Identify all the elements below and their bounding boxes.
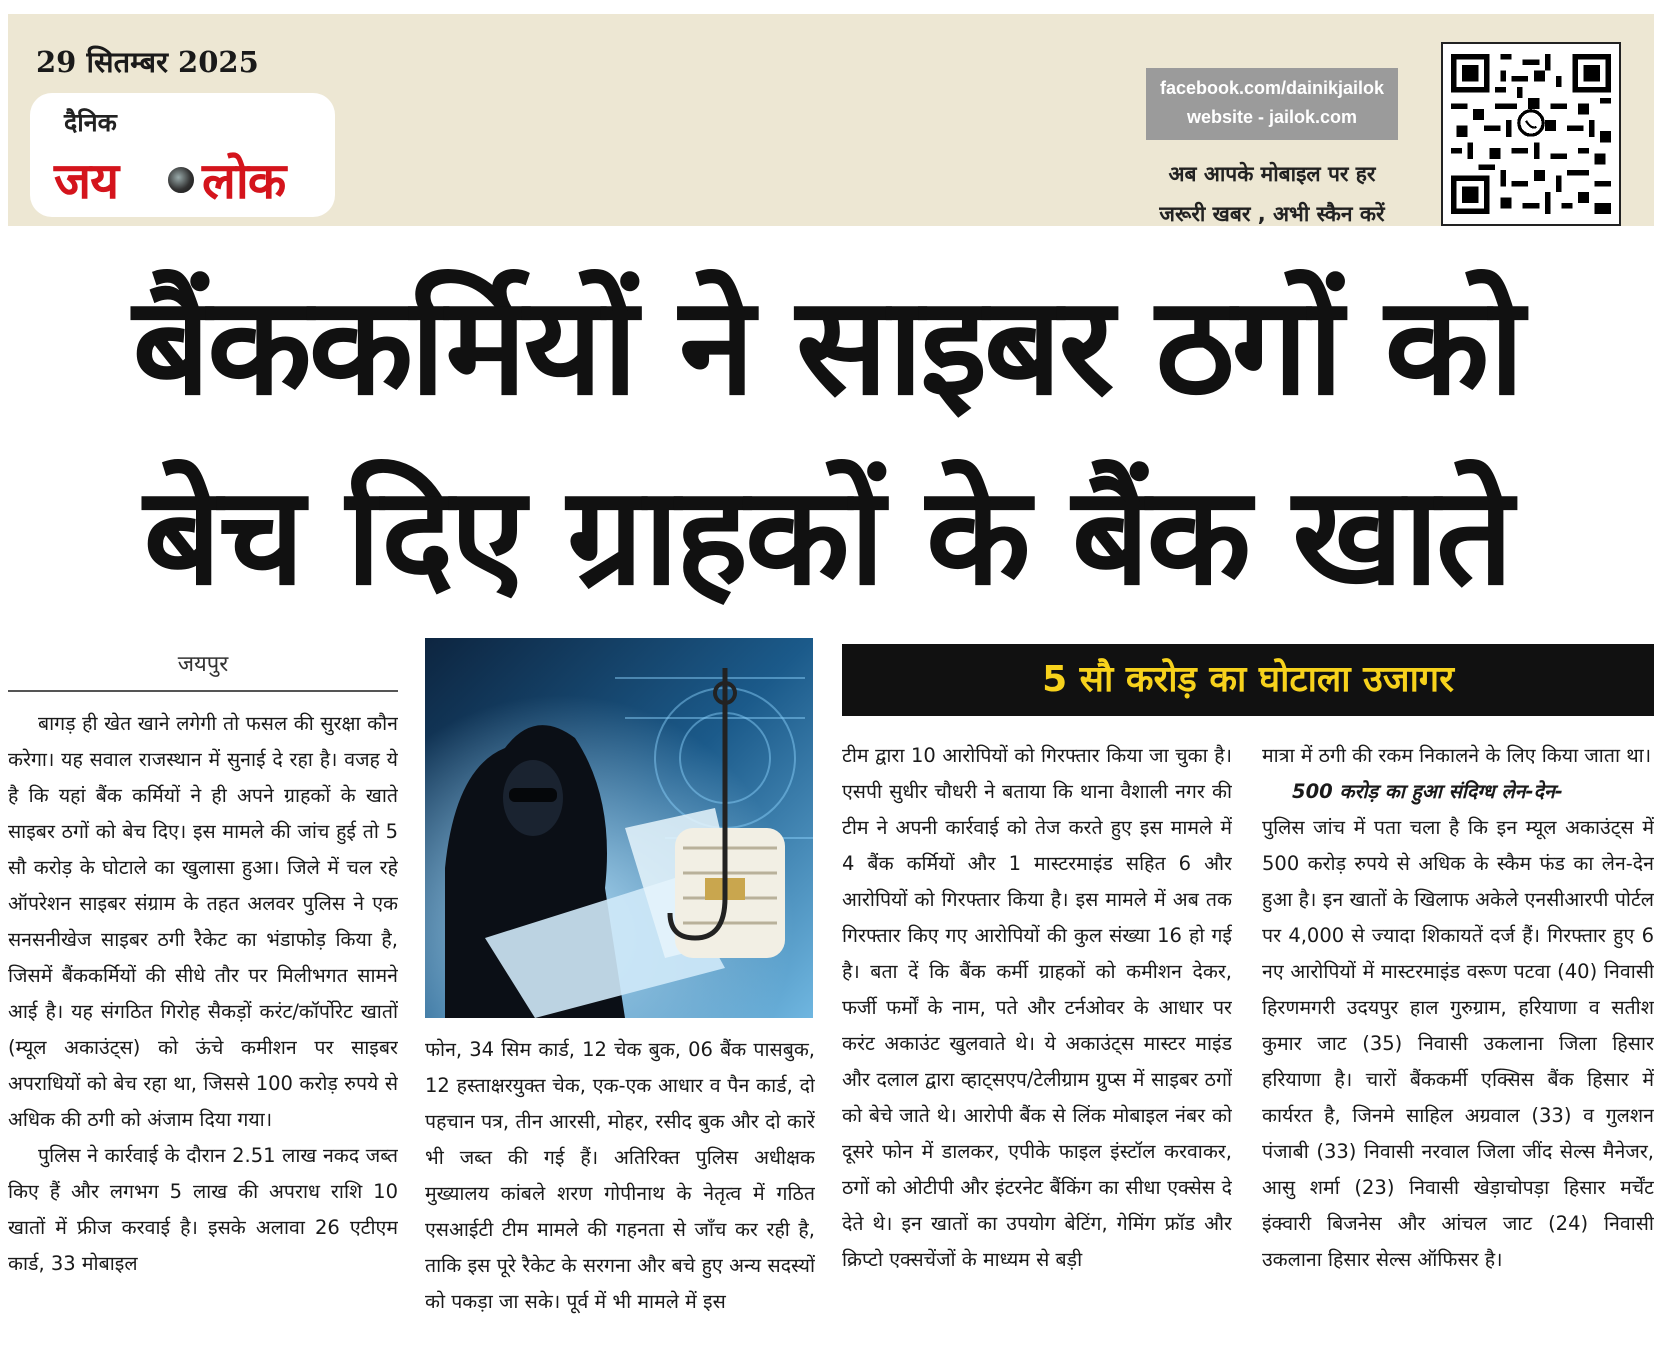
globe-icon bbox=[166, 165, 196, 195]
scan-prompt-line1: अब आपके मोबाइल पर हर bbox=[1168, 162, 1376, 186]
dateline-divider bbox=[8, 690, 398, 692]
section-subheading: 500 करोड़ का हुआ संदिग्ध लेन-देन- bbox=[1292, 780, 1563, 803]
logo-word-right: लोक bbox=[202, 152, 286, 210]
newspaper-logo bbox=[30, 93, 335, 217]
paragraph: पुलिस ने कार्रवाई के दौरान 2.51 लाख नकद जब्त किए हैं और लगभग 5 लाख की अपराध राशि 10 खातों में फ्रीज करवाई है। इसके अलावा 26 एटीएम कार्ड, 33 मोबाइल bbox=[8, 1144, 398, 1275]
logo-word-left: जय bbox=[54, 152, 119, 210]
article-column-3 bbox=[842, 738, 1232, 1368]
article-column-1 bbox=[8, 706, 398, 1366]
masthead bbox=[8, 14, 1654, 226]
headline-line-2: बेच दिए ग्राहकों के बैंक खाते bbox=[143, 458, 1511, 616]
social-links-box bbox=[1146, 68, 1398, 140]
article-column-4 bbox=[1262, 738, 1654, 1368]
scan-prompt bbox=[1146, 154, 1398, 234]
paragraph: पुलिस जांच में पता चला है कि इन म्यूल अकाउंट्स में 500 करोड़ रुपये से अधिक के स्कैम फंड का लेन-देन हुआ है। इन खातों के खिलाफ अकेले एनसीआरपी पोर्टल पर 4,000 से ज्यादा शिकायतें दर्ज हैं। गिरफ्तार हुए 6 नए आरोपियों में मास्टरमाइंड वरूण पटवा (40) निवासी हिरणमगरी उदयपुर हाल गुरुग्राम, हरियाणा व सतीश कुमार जाट (35) निवासी उकलाना जिला हिसार हरियाणा है। चारों बैंककर्मी एक्सिस बैंक हिसार में कार्यरत है, जिनमे साहिल अग्रवाल (33) व गुलशन पंजाबी (33) निवासी नरवाल जिला जींद सेल्स मैनेजर, आसु शर्मा (23) निवासी खेड़ाचोपड़ा हिसार मर्चेंट इंक्वारी बिजनेस और आंचल जाट (24) निवासी उकलाना हिसार सेल्स ऑफिसर है। bbox=[1262, 816, 1654, 1271]
logo-prefix: दैनिक bbox=[64, 108, 117, 137]
dateline: जयपुर bbox=[177, 652, 229, 677]
headline-line-1: बैंककर्मियों ने साइबर ठगों को bbox=[132, 268, 1522, 426]
paragraph: बागड़ ही खेत खाने लगेगी तो फसल की सुरक्षा कौन करेगा। यह सवाल राजस्थान में सुनाई दे रहा है। वजह ये है कि यहां बैंक कर्मियों ने ही अपने ग्राहकों के खाते साइबर ठगों को बेच दिए। इस मामले की जांच हुई तो 5 सौ करोड़ के घोटाले का खुलासा हुआ। जिले में चल रहे ऑपरेशन साइबर संग्राम के तहत अलवर पुलिस ने एक सनसनीखेज साइबर ठगी रैकेट का भंडाफोड़ किया है, जिसमें बैंककर्मियों की सीधे तौर पर मिलीभगत सामने आई है। यह संगठित गिरोह सैकड़ों करंट/कॉर्पोरेट खातों (म्यूल अकाउंट्स) को ऊंचे कमीशन पर साइबर अपराधियों को बेच रहा था, जिससे 100 करोड़ रुपये से अधिक की ठगी को अंजाम दिया गया। bbox=[8, 712, 398, 1131]
scan-prompt-line2: जरूरी खबर , अभी स्कैन करें bbox=[1159, 202, 1385, 226]
hooded-hacker-photo bbox=[425, 638, 813, 1018]
qr-code-icon[interactable] bbox=[1441, 42, 1621, 226]
article-column-2 bbox=[425, 1032, 815, 1368]
paragraph: टीम द्वारा 10 आरोपियों को गिरफ्तार किया जा चुका है। एसपी सुधीर चौधरी ने बताया कि थाना वैशाली नगर की टीम ने अपनी कार्रवाई को तेज करते हुए इस मामले में 4 बैंक कर्मियों और 1 मास्टरमाइंड सहित 6 और आरोपियों को गिरफ्तार किया है। इस मामले में अब तक गिरफ्तार किए गए आरोपियों की कुल संख्या 16 हो गई है। बता दें कि बैंक कर्मी ग्राहकों को कमीशन देकर, फर्जी फर्मों के नाम, पते और टर्नओवर के आधार पर करंट अकाउंट खुलवाते थे। ये अकाउंट्स मास्टर माइंड और दलाल द्वारा व्हाट्सएप/टेलीग्राम ग्रुप्स में साइबर ठगों को बेचे जाते थे। आरोपी बैंक से लिंक मोबाइल नंबर को दूसरे फोन में डालकर, एपीके फाइल इंस्टॉल करवाकर, ठगों को ओटीपी और इंटरनेट बैंकिंग का सीधा एक्सेस दे देते थे। इन खातों का उपयोग बेटिंग, गेमिंग फ्रॉड और क्रिप्टो एक्सचेंजों के माध्यम से बड़ी bbox=[842, 744, 1232, 1271]
paragraph: मात्रा में ठगी की रकम निकालने के लिए किया जाता था। bbox=[1262, 744, 1652, 767]
website-link[interactable]: website - jailok.com bbox=[1186, 107, 1358, 127]
issue-date: 29 सितम्बर 2025 bbox=[36, 45, 259, 79]
facebook-link[interactable]: facebook.com/dainikjailok bbox=[1159, 78, 1385, 98]
subheadline-bar: 5 सौ करोड़ का घोटाला उजागर bbox=[842, 644, 1654, 716]
paragraph: फोन, 34 सिम कार्ड, 12 चेक बुक, 06 बैंक पासबुक, 12 हस्ताक्षरयुक्त चेक, एक-एक आधार व पैन कार्ड, दो पहचान पत्र, तीन आरसी, मोहर, रसीद बुक और दो कारें भी जब्त की गई हैं। अतिरिक्त पुलिस अधीक्षक मुख्यालय कांबले शरण गोपीनाथ के नेतृत्व में गठित एसआईटी टीम मामले की गहनता से जाँच कर रही है, ताकि इस पूरे रैकेट के सरगना और बचे हुए अन्य सदस्यों को पकड़ा जा सके। पूर्व में भी मामले में इस bbox=[425, 1038, 815, 1313]
main-headline bbox=[0, 252, 1654, 632]
